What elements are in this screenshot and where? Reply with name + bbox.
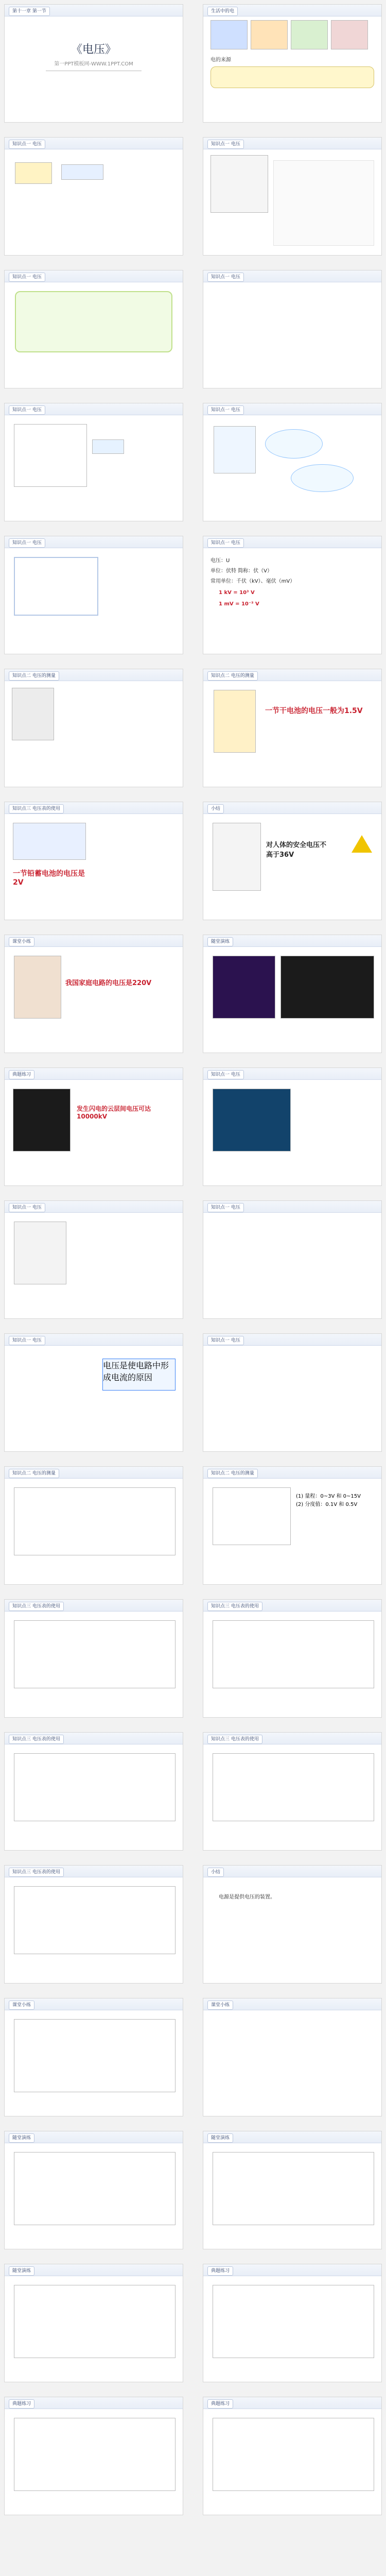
- slide-chip: 知识点一 电压: [207, 405, 244, 415]
- text-area: [210, 291, 374, 353]
- circuit-image: [14, 557, 98, 616]
- slide-chip: 知识点一 电压: [9, 273, 45, 282]
- slide-s26: [203, 1732, 382, 1851]
- slide-s12: [203, 802, 382, 920]
- image: [280, 956, 374, 1019]
- slide-s22: [203, 1466, 382, 1585]
- diagram: [213, 2418, 374, 2491]
- image: [213, 823, 261, 891]
- slide-chip: 小结: [207, 804, 224, 814]
- text-area: [297, 1098, 374, 1144]
- slide-chip: 知识点一 电压: [9, 405, 45, 415]
- image: [92, 439, 124, 454]
- slide-chip: 知识点三 电压表的使用: [9, 804, 64, 814]
- slide-s10: [203, 669, 382, 787]
- diagram: [14, 1487, 176, 1555]
- slide-life-electricity: [203, 4, 382, 123]
- diagram: [213, 1753, 374, 1821]
- hint-bubble: 电压是使电路中形成电流的原因: [102, 1359, 176, 1391]
- slide-s29: [4, 1998, 183, 2116]
- home-voltage-text: 我国家庭电路的电压是220V: [65, 979, 152, 987]
- unit-more: 常用单位：千伏（kV）、毫伏（mV）: [210, 579, 295, 584]
- diagram: [14, 2152, 176, 2225]
- slide-s3: [4, 270, 183, 388]
- lead-acid-text: 一节铅蓄电池的电压是2V: [13, 870, 85, 887]
- slide-s33: [4, 2264, 183, 2382]
- diagram: [213, 2152, 374, 2225]
- unit-line: 单位：伏特 简称：伏（V）: [210, 568, 273, 574]
- slide-chip: 小结: [207, 1868, 224, 1877]
- slide-chip: 知识点二 电压的测量: [9, 671, 59, 681]
- text-area: [14, 1354, 96, 1427]
- list-panel: [14, 424, 87, 487]
- slide-s7: [4, 536, 183, 654]
- slide-chip: 随堂演练: [207, 937, 233, 946]
- slide-chip: 知识点三 电压表的使用: [207, 1735, 262, 1744]
- battery-image: [214, 690, 256, 753]
- home-image: [14, 956, 61, 1019]
- slide-s1: [4, 137, 183, 256]
- caption: [14, 617, 96, 629]
- slide-s27: [4, 1865, 183, 1984]
- slide-s13: [4, 935, 183, 1053]
- conversion-1: 1 kV = 10³ V: [219, 590, 255, 596]
- text-box: [273, 160, 374, 246]
- lightning-image: [13, 1089, 71, 1151]
- slide-chip: 知识点一 电压: [207, 538, 244, 548]
- slide-chip: 知识点一 电压: [9, 140, 45, 149]
- slide-chip: 随堂演练: [9, 2133, 34, 2143]
- caption: 电的来源: [210, 57, 231, 63]
- image: [214, 426, 256, 473]
- slide-chip: 知识点一 电压: [207, 1336, 244, 1345]
- portrait-image: [12, 688, 54, 740]
- slide-chip: 典题练习: [9, 2399, 34, 2409]
- slide-s19: [4, 1333, 183, 1452]
- slide-chip: 知识点一 电压: [9, 538, 45, 548]
- slide-s30: [203, 1998, 382, 2116]
- slide-s18: [203, 1200, 382, 1319]
- text-area: [72, 1228, 174, 1284]
- meter-image: [213, 1487, 291, 1545]
- slide-chip: 知识点一 电压: [207, 273, 244, 282]
- image: [14, 1222, 66, 1284]
- text-area: [213, 1222, 372, 1289]
- callout: [210, 66, 374, 88]
- slide-s16: [203, 1067, 382, 1186]
- slide-chip: 知识点二 电压的测量: [207, 671, 258, 681]
- slide-band: [203, 802, 381, 814]
- slide-s8: [203, 536, 382, 654]
- slide-chip: 生活中的电: [207, 7, 238, 16]
- slide-chip: 课堂小练: [9, 937, 34, 946]
- battery-image: [13, 823, 86, 860]
- slide-chip: 知识点三 电压表的使用: [9, 1602, 64, 1611]
- diagram: [14, 1886, 176, 1954]
- slide-chip: 知识点二 电压的测量: [9, 1469, 59, 1478]
- slide-chip: 课堂小练: [207, 2001, 233, 2010]
- image: [15, 162, 52, 184]
- image: [331, 20, 368, 49]
- slide-chip: 知识点一 电压: [207, 1203, 244, 1212]
- text-area: [213, 2019, 372, 2091]
- slide-chip: 知识点三 电压表的使用: [9, 1735, 64, 1744]
- slide-s6: [203, 403, 382, 521]
- slide-band: [203, 1866, 381, 1877]
- slide-title: [4, 4, 183, 123]
- thought-bubble: [291, 464, 354, 492]
- thought-bubble: [265, 429, 323, 459]
- voltage-symbol: 电压：U: [210, 558, 230, 564]
- slide-s11: [4, 802, 183, 920]
- lightning-text: 发生闪电的云层间电压可达10000kV: [77, 1105, 151, 1120]
- slide-chip: 知识点三 电压表的使用: [207, 1602, 262, 1611]
- image: [61, 164, 103, 180]
- hero-title: 《电压》: [71, 43, 116, 56]
- slide-chip: 典题练习: [207, 2399, 233, 2409]
- slide-s17: [4, 1200, 183, 1319]
- slide-s4: [203, 270, 382, 388]
- slide-s32: [203, 2131, 382, 2249]
- warning-icon: [352, 835, 372, 853]
- diagram: [14, 1753, 176, 1821]
- image: [210, 155, 268, 213]
- slide-chip: 知识点一 电压: [207, 1070, 244, 1079]
- image: [213, 1089, 291, 1151]
- diagram: [14, 2418, 176, 2491]
- battery-text: 一节干电池的电压一般为1.5V: [265, 707, 363, 715]
- slide-chip: 知识点二 电压的测量: [207, 1469, 258, 1478]
- lightning-image: [213, 956, 275, 1019]
- slide-chip: 知识点一 电压: [9, 1336, 45, 1345]
- table-image: [14, 2019, 176, 2092]
- bubble-panel: [15, 291, 172, 352]
- slide-s5: [4, 403, 183, 521]
- conversion-2: 1 mV = 10⁻³ V: [219, 601, 259, 607]
- diagram: [213, 2285, 374, 2358]
- slide-chip: 典题练习: [9, 1070, 34, 1079]
- slide-chip: 随堂演练: [9, 2266, 34, 2276]
- image: [251, 20, 288, 49]
- text-area: [213, 1354, 372, 1421]
- slide-s24: [203, 1599, 382, 1718]
- text-area: [58, 689, 176, 745]
- reading-2: (2) 分度值：0.1V 和 0.5V: [296, 1502, 358, 1507]
- slide-s35: [4, 2397, 183, 2515]
- slide-chip: 第十一章 第一节: [9, 7, 50, 16]
- slide-s21: [4, 1466, 183, 1585]
- slide-s15: [4, 1067, 183, 1186]
- image: [210, 20, 248, 49]
- diagram: [213, 1620, 374, 1688]
- slide-s36: [203, 2397, 382, 2515]
- slide-s28: [203, 1865, 382, 1984]
- safety-text: 对人体的安全电压不高于36V: [266, 841, 327, 859]
- hero-subtitle: 第一PPT模板网-WWW.1PPT.COM: [54, 61, 133, 67]
- slide-chip: 典题练习: [207, 2266, 233, 2276]
- slide-s34: [203, 2264, 382, 2382]
- summary-text: 电源是提供电压的装置。: [219, 1894, 275, 1900]
- slide-chip: 课堂小练: [9, 2001, 34, 2010]
- slide-s23: [4, 1599, 183, 1718]
- slide-chip: 随堂演练: [207, 2133, 233, 2143]
- diagram: [14, 1620, 176, 1688]
- image: [291, 20, 328, 49]
- slide-s14: [203, 935, 382, 1053]
- diagram: [14, 2285, 176, 2358]
- reading-1: (1) 量程：0~3V 和 0~15V: [296, 1494, 361, 1499]
- slide-s31: [4, 2131, 183, 2249]
- slide-s9: [4, 669, 183, 787]
- slide-chip: 知识点一 电压: [207, 140, 244, 149]
- slide-s1b: [203, 137, 382, 256]
- slide-s20: [203, 1333, 382, 1452]
- slide-chip: 知识点三 电压表的使用: [9, 1868, 64, 1877]
- slide-chip: 知识点一 电压: [9, 1203, 45, 1212]
- slide-s25: [4, 1732, 183, 1851]
